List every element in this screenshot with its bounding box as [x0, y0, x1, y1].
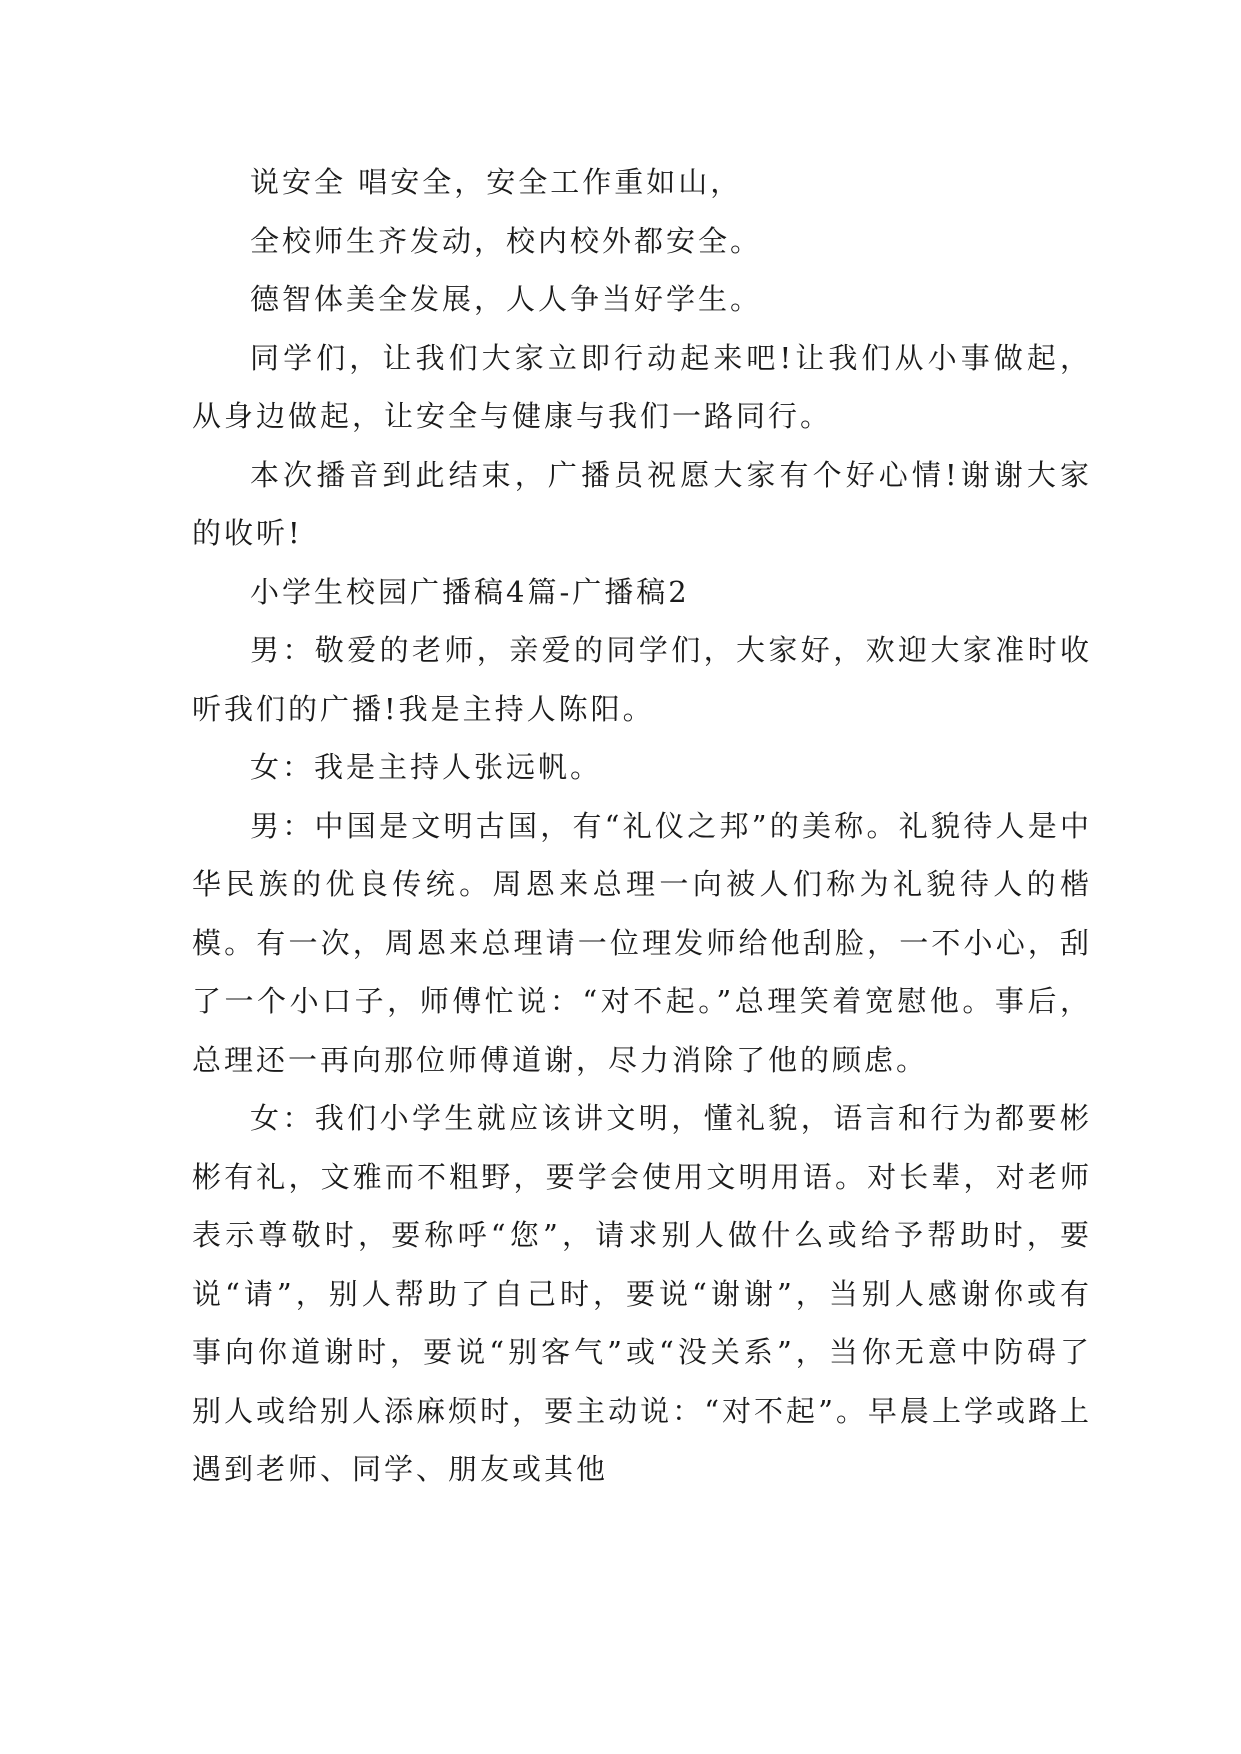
paragraph-10: 女：我们小学生就应该讲文明，懂礼貌，语言和行为都要彬彬有礼，文雅而不粗野，要学会使用文明用语。对长辈，对老师表示尊敬时，要称呼“您”，请求别人做什么或给予帮助时，要说“请”，别人帮助了自己时，要说“谢谢”，当别人感谢你或有事向你道谢时，要说“别客气”或“没关系”，当你无意中防碍了别人或给别人添麻烦时，要主动说：“对不起”。早晨上学或路上遇到老师、同学、朋友或其他: [192, 1101, 1092, 1486]
paragraph-7: 男：敬爱的老师，亲爱的同学们，大家好，欢迎大家准时收听我们的广播!我是主持人陈阳。: [192, 633, 1092, 726]
paragraph-9: 男：中国是文明古国，有“礼仪之邦”的美称。礼貌待人是中华民族的优良传统。周恩来总理一向被人们称为礼貌待人的楷模。有一次，周恩来总理请一位理发师给他刮脸，一不小心，刮了一个小口子，师傅忙说：“对不起。”总理笑着宽慰他。事后，总理还一再向那位师傅道谢，尽力消除了他的顾虑。: [192, 808, 1092, 1077]
paragraph-5: 本次播音到此结束，广播员祝愿大家有个好心情!谢谢大家的收听!: [192, 457, 1092, 550]
paragraph-8: 女：我是主持人张远帆。: [250, 750, 603, 784]
paragraph-4: 同学们，让我们大家立即行动起来吧!让我们从小事做起，从身边做起，让安全与健康与我们一路同行。: [192, 340, 1092, 433]
paragraph-1: 说安全 唱安全，安全工作重如山，: [250, 165, 743, 199]
paragraph-3: 德智体美全发展，人人争当好学生。: [250, 282, 763, 316]
paragraph-2: 全校师生齐发动，校内校外都安全。: [250, 223, 763, 258]
section-heading: 小学生校园广播稿4篇-广播稿2: [250, 574, 690, 609]
document-page: [192, 153, 1092, 1499]
